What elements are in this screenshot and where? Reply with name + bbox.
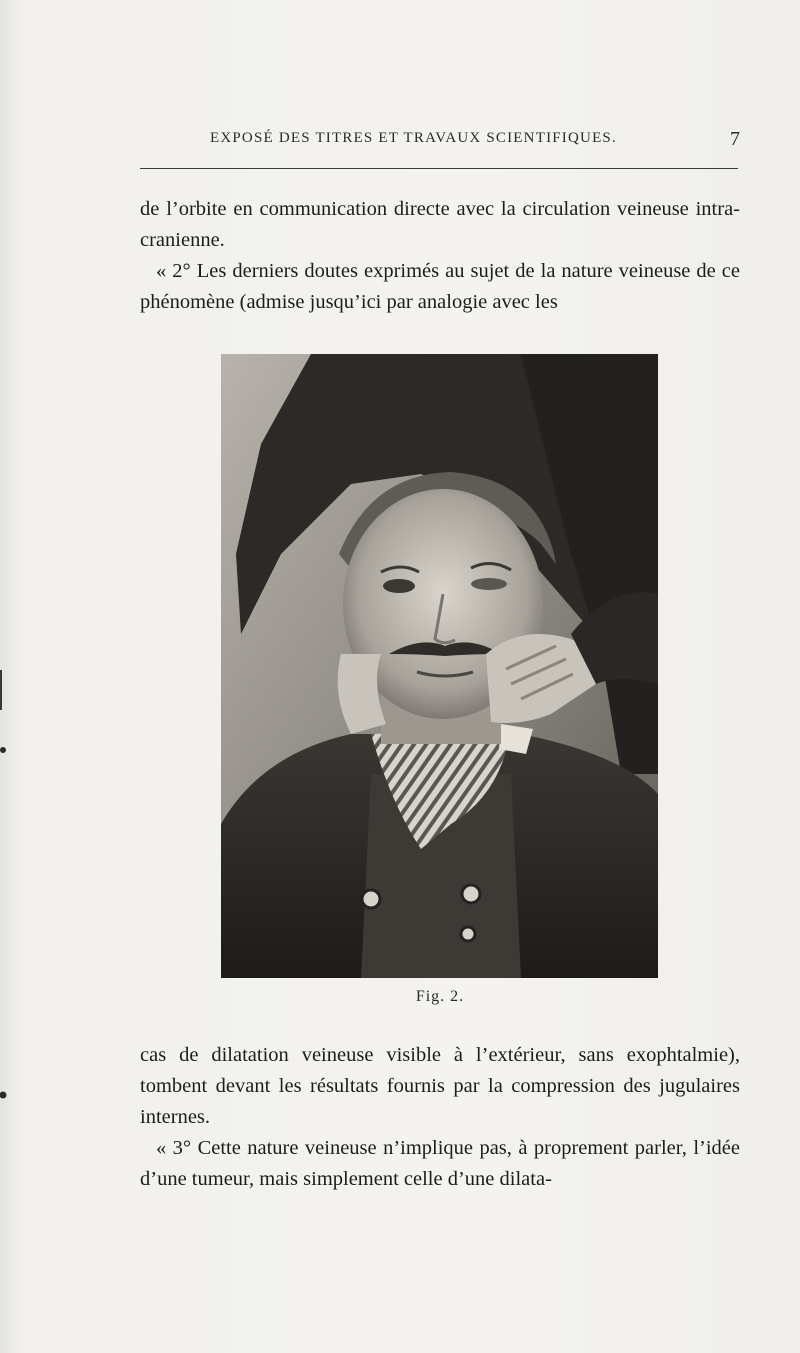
paragraph: cas de dilatation veineuse visible à l’extérieur, sans exophtalmie), tombent devant les résultats fournis par la compression des jugulaires internes. bbox=[140, 1044, 740, 1128]
running-title: EXPOSÉ DES TITRES ET TRAVAUX SCIENTIFIQUES. bbox=[210, 130, 617, 146]
header-rule bbox=[140, 168, 738, 169]
page-edge-marks bbox=[0, 650, 10, 1110]
body-text-top bbox=[140, 194, 740, 318]
page-number: 7 bbox=[730, 128, 740, 150]
patient-photograph-illustration bbox=[221, 354, 658, 978]
body-text-bottom bbox=[140, 1040, 740, 1195]
paragraph: « 2° Les derniers doutes exprimés au sujet de la nature veineuse de ce phénomène (admise jusqu’ici par analogie avec les bbox=[140, 260, 740, 313]
page-header bbox=[140, 130, 740, 154]
figure-caption: Fig. 2. bbox=[415, 988, 465, 1005]
figure-photograph bbox=[221, 354, 658, 978]
paragraph: de l’orbite en communication directe avec la circulation veineuse intra-cranienne. bbox=[140, 198, 740, 251]
paragraph: « 3° Cette nature veineuse n’implique pas, à proprement parler, l’idée d’une tumeur, mais simplement celle d’une dilata- bbox=[140, 1137, 740, 1190]
